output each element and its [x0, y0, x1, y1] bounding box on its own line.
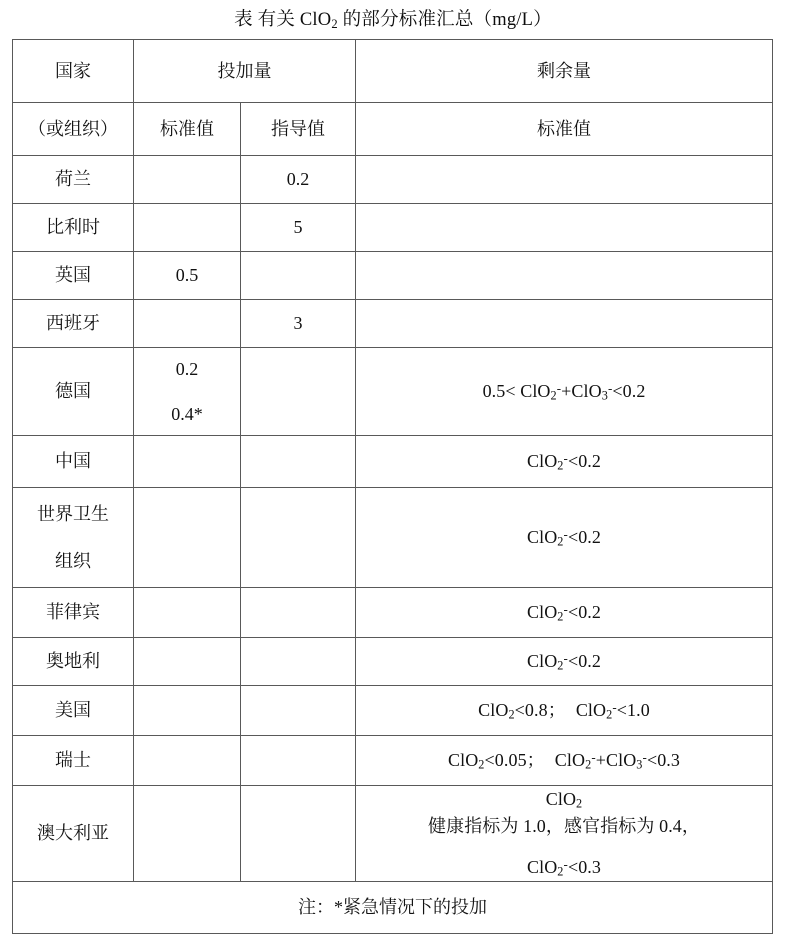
table-row: [13, 156, 773, 204]
row-country-netherlands: 荷兰: [13, 156, 134, 204]
table-header-row-group: [13, 40, 773, 103]
row-country-philippines: 菲律宾: [13, 588, 134, 638]
table-title-subscript: 2: [331, 16, 338, 31]
row-country-belgium: 比利时: [13, 204, 134, 252]
row-dosage-guidance-usa: [241, 686, 356, 736]
row-dosage-guidance-austria: [241, 638, 356, 686]
row-residual-china: ClO$_2$-<0.2: [356, 436, 773, 488]
row-dosage-standard-uk: 0.5: [134, 252, 241, 300]
row-country-who: [13, 488, 134, 588]
header-dosage-standard: 标准值: [134, 103, 241, 156]
row-country-china: 中国: [13, 436, 134, 488]
row-residual-spain: [356, 300, 773, 348]
row-country-australia: 澳大利亚: [13, 786, 134, 882]
row-dosage-standard-spain: [134, 300, 241, 348]
table-note-row: [13, 881, 773, 933]
row-dosage-guidance-who: [241, 488, 356, 588]
table-row: [13, 252, 773, 300]
row-dosage-standard-switzerland: [134, 736, 241, 786]
table-row: [13, 488, 773, 588]
table-row: [13, 204, 773, 252]
row-dosage-standard-netherlands: [134, 156, 241, 204]
row-dosage-guidance-australia: [241, 786, 356, 882]
table-header-row-sub: [13, 103, 773, 156]
header-residual-standard: 标准值: [356, 103, 773, 156]
row-country-austria: 奥地利: [13, 638, 134, 686]
row-country-switzerland: 瑞士: [13, 736, 134, 786]
header-country: 国家: [13, 40, 134, 103]
row-dosage-guidance-china: [241, 436, 356, 488]
row-dosage-guidance-germany: [241, 348, 356, 436]
row-residual-austria: ClO$_2$-<0.2: [356, 638, 773, 686]
row-dosage-standard-philippines: [134, 588, 241, 638]
row-residual-philippines: ClO$_2$-<0.2: [356, 588, 773, 638]
row-residual-usa: ClO$_2$<0.8； ClO$_2$-<1.0: [356, 686, 773, 736]
header-country-second-line: （或组织）: [13, 103, 134, 156]
row-dosage-standard-belgium: [134, 204, 241, 252]
row-country-germany: 德国: [13, 348, 134, 436]
header-dosage-group: 投加量: [134, 40, 356, 103]
row-dosage-guidance-netherlands: 0.2: [241, 156, 356, 204]
australia-health-text: 健康指标为 1.0，感官指标为 0.4，: [428, 816, 700, 837]
table-row: [13, 736, 773, 786]
row-country-usa: 美国: [13, 686, 134, 736]
row-residual-who: ClO$_2$-<0.2: [356, 488, 773, 588]
row-dosage-standard-who: [134, 488, 241, 588]
row-dosage-standard-australia: [134, 786, 241, 882]
table-title: [0, 0, 786, 39]
table-title-prefix: 表 有关 ClO: [234, 10, 332, 30]
table-row: [13, 436, 773, 488]
standards-table: [12, 39, 773, 934]
germany-dosage-line-2: 0.4*: [171, 403, 203, 424]
row-dosage-guidance-philippines: [241, 588, 356, 638]
table-note: 注：*紧急情况下的投加: [13, 881, 773, 933]
who-line-1: 世界卫生: [37, 504, 109, 525]
row-residual-uk: [356, 252, 773, 300]
row-dosage-guidance-switzerland: [241, 736, 356, 786]
row-country-spain: 西班牙: [13, 300, 134, 348]
germany-dosage-line-1: 0.2: [175, 359, 199, 380]
row-dosage-standard-china: [134, 436, 241, 488]
table-row: [13, 588, 773, 638]
standards-table-container: [12, 39, 772, 934]
table-row: [13, 300, 773, 348]
row-dosage-guidance-spain: 3: [241, 300, 356, 348]
table-row: [13, 786, 773, 882]
row-residual-australia: [356, 786, 773, 882]
row-dosage-standard-germany: [134, 348, 241, 436]
header-residual-group: 剩余量: [356, 40, 773, 103]
row-residual-netherlands: [356, 156, 773, 204]
australia-residual-line-1: ClO$_2$ 健康指标为 1.0，感官指标为 0.4，: [358, 786, 770, 840]
row-dosage-standard-usa: [134, 686, 241, 736]
australia-residual-line-2: ClO$_2$-<0.3: [526, 856, 601, 879]
table-title-suffix: 的部分标准汇总（mg/L）: [337, 10, 552, 30]
row-dosage-standard-austria: [134, 638, 241, 686]
row-dosage-guidance-belgium: 5: [241, 204, 356, 252]
row-residual-belgium: [356, 204, 773, 252]
row-residual-germany: 0.5< ClO$_2$-+ClO$_3$-<0.2: [356, 348, 773, 436]
header-dosage-guidance: 指导值: [241, 103, 356, 156]
table-row: [13, 348, 773, 436]
row-residual-switzerland: ClO$_2$<0.05； ClO$_2$-+ClO$_3$-<0.3: [356, 736, 773, 786]
row-country-uk: 英国: [13, 252, 134, 300]
row-dosage-guidance-uk: [241, 252, 356, 300]
who-line-2: 组织: [55, 550, 91, 571]
table-row: [13, 686, 773, 736]
table-row: [13, 638, 773, 686]
